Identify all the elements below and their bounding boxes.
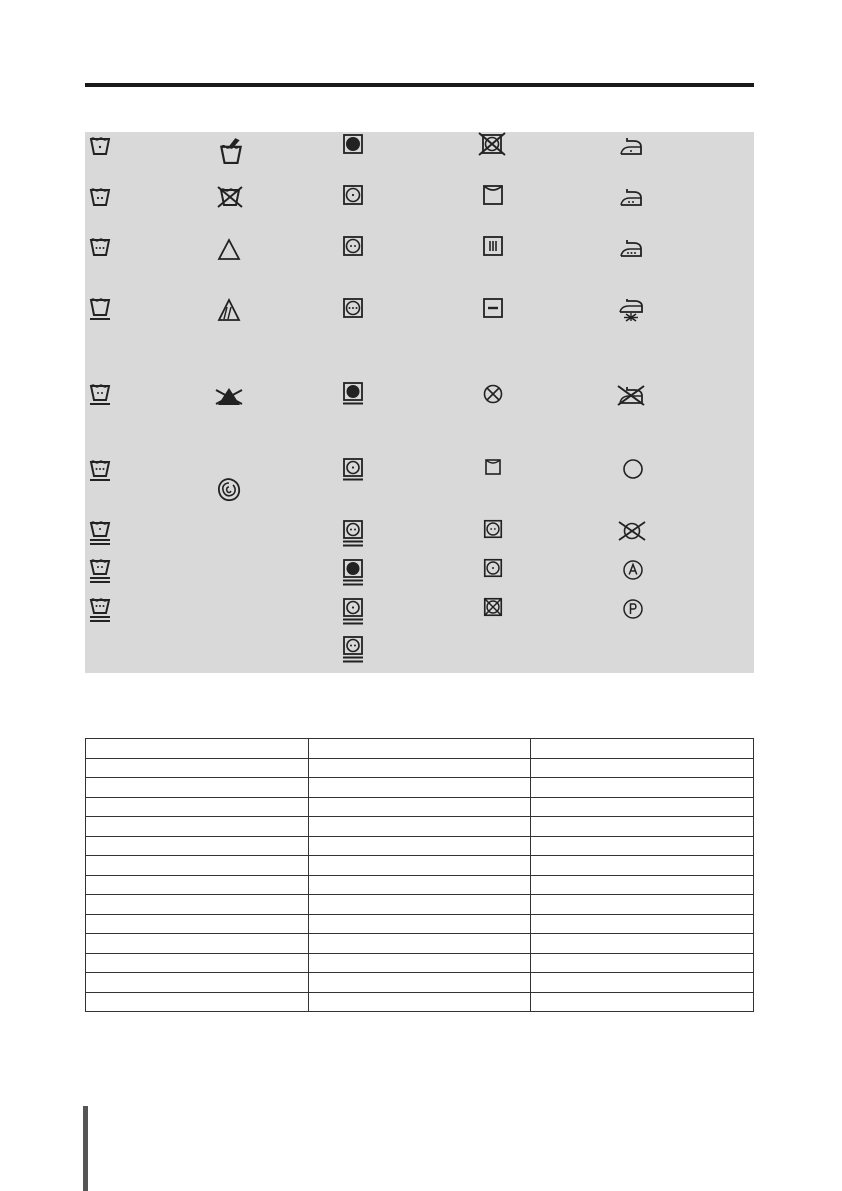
table-cell <box>531 778 754 798</box>
table-cell <box>531 914 754 934</box>
do-not-dry-clean-icon <box>481 382 505 406</box>
tumble-dry-low-small-icon <box>482 518 504 540</box>
table-cell <box>308 934 531 954</box>
tumble-dry-medium-delicate-icon <box>341 635 365 665</box>
table-row <box>86 856 754 876</box>
table-cell <box>308 992 531 1012</box>
dry-clean-p-icon <box>621 597 645 621</box>
no-steam-icon <box>616 298 646 322</box>
table-cell <box>86 797 309 817</box>
tumble-dry-medium-icon <box>341 234 365 258</box>
table-cell <box>531 953 754 973</box>
top-rule <box>85 83 754 87</box>
table-row <box>86 758 754 778</box>
table-cell <box>86 836 309 856</box>
wash-60-gentle-icon <box>88 235 112 259</box>
table-cell <box>86 875 309 895</box>
side-bar <box>83 1106 88 1191</box>
table-row <box>86 914 754 934</box>
do-not-iron-icon <box>616 383 646 407</box>
flat-dry-icon <box>481 296 505 320</box>
table-cell <box>308 836 531 856</box>
do-not-tumble-dry-icon <box>478 132 506 156</box>
do-not-bleach-icon <box>214 384 244 408</box>
wool-mark-icon <box>216 477 242 503</box>
wash-40-gentle-icon <box>88 185 112 209</box>
table-cell <box>86 992 309 1012</box>
table-row <box>86 797 754 817</box>
table-cell <box>308 739 531 759</box>
wash-40-delicate-icon <box>88 559 112 583</box>
iron-high-icon <box>618 236 644 260</box>
dry-clean-icon <box>621 457 645 481</box>
hand-wash-icon <box>218 136 244 164</box>
tumble-dry-low-synthetic-icon <box>341 457 365 481</box>
table-row <box>86 992 754 1012</box>
symbols-panel <box>85 132 754 673</box>
table-row <box>86 973 754 993</box>
drip-dry-icon <box>481 234 505 258</box>
table-cell <box>308 817 531 837</box>
table-cell <box>308 953 531 973</box>
table-cell <box>531 895 754 915</box>
table-cell <box>86 895 309 915</box>
table-row <box>86 836 754 856</box>
iron-low-icon <box>618 134 644 158</box>
table-cell <box>531 836 754 856</box>
tumble-dry-high-synthetic-icon <box>341 296 365 320</box>
table-row <box>86 739 754 759</box>
wash-60-delicate-icon <box>88 598 112 622</box>
wash-30-gentle-icon <box>88 134 112 158</box>
table-row <box>86 778 754 798</box>
table-cell <box>308 875 531 895</box>
table-cell <box>86 856 309 876</box>
table-cell <box>531 934 754 954</box>
table-cell <box>308 778 531 798</box>
table-cell <box>86 934 309 954</box>
table-row <box>86 953 754 973</box>
table-cell <box>86 973 309 993</box>
tumble-dry-medium-synthetic-icon <box>341 519 365 547</box>
tumble-dry-normal-small-icon <box>482 557 504 579</box>
table-cell <box>308 914 531 934</box>
table-cell <box>86 953 309 973</box>
dry-clean-a-icon <box>621 558 645 582</box>
table-cell <box>86 914 309 934</box>
do-not-tumble-dry-small-icon <box>482 596 504 618</box>
tumble-dry-low-delicate-icon <box>341 597 365 625</box>
bleach-allowed-icon <box>217 238 241 262</box>
line-dry-icon <box>481 183 505 207</box>
table-cell <box>86 739 309 759</box>
table-cell <box>308 856 531 876</box>
table-cell <box>308 895 531 915</box>
wash-max-icon <box>88 297 112 321</box>
table-row <box>86 817 754 837</box>
wash-30-delicate-icon <box>88 521 112 545</box>
table-cell <box>308 797 531 817</box>
wash-60-synthetic-icon <box>88 459 112 483</box>
table-cell <box>308 758 531 778</box>
table-cell <box>531 739 754 759</box>
table-cell <box>308 973 531 993</box>
do-not-wash-icon <box>216 185 244 209</box>
table-row <box>86 875 754 895</box>
tumble-dry-low-icon <box>341 183 365 207</box>
oxygen-bleach-icon <box>217 298 241 322</box>
table-cell <box>531 973 754 993</box>
table-cell <box>86 758 309 778</box>
tumble-dry-high-icon <box>341 132 365 156</box>
wash-40-synthetic-icon <box>88 383 112 407</box>
table-cell <box>531 797 754 817</box>
table-row <box>86 934 754 954</box>
do-not-dry-clean-circle-icon <box>617 519 647 543</box>
table-cell <box>86 778 309 798</box>
table-cell <box>86 817 309 837</box>
tumble-dry-synthetic-icon <box>341 381 365 405</box>
tumble-dry-filled-synthetic-icon <box>341 558 365 586</box>
table-cell <box>531 992 754 1012</box>
drip-dry-hanging-icon <box>483 457 503 477</box>
table-cell <box>531 875 754 895</box>
table-cell <box>531 856 754 876</box>
table-cell <box>531 817 754 837</box>
iron-medium-icon <box>618 185 644 209</box>
table-cell <box>531 758 754 778</box>
table-row <box>86 895 754 915</box>
empty-grid-table <box>85 738 754 1012</box>
